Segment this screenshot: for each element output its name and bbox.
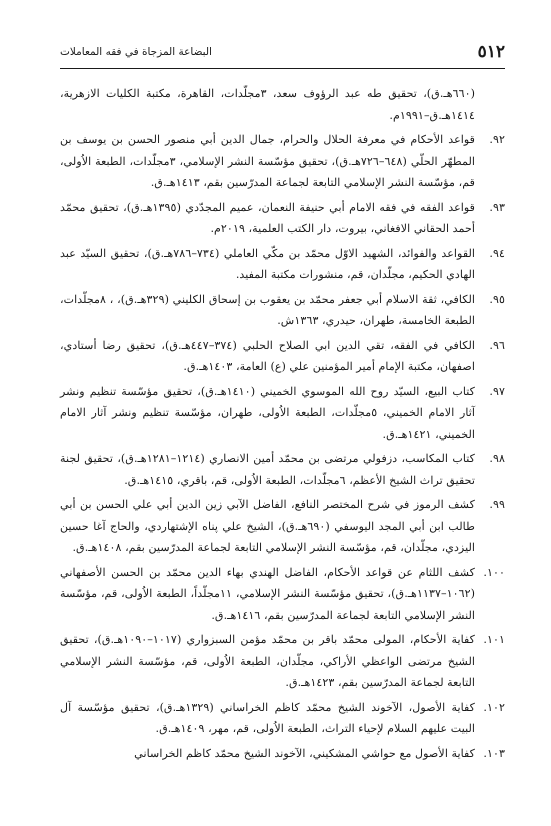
entry-text: كتاب البيع، السيّد روح الله الموسوي الخميني (١٤١٠هـ.ق)، تحقيق مؤسّسة تنظيم ونشر آثار الامام الخميني، ٥مجلّدات، الطبعة الاُولى، طهران، مؤسّسة تنظيم ونشر آثار الامام الخميني، ١٤٢١هـ.ق.	[60, 384, 475, 441]
entry-text: القواعد والفوائد، الشهيد الاوّل محمّد بن مكّي العاملي (٧٣٤–٧٨٦هـ.ق)، تحقيق السيّد عبد الهادي الحكيم، مجلّدان، قم، منشورات مكتبة المفيد.	[60, 246, 476, 281]
bibliography-entry	[60, 335, 505, 378]
entry-number: ٩٩.	[489, 498, 505, 511]
bibliography-entry	[60, 243, 505, 286]
entry-text: كفاية الأصول مع حواشي المشكيني، الآخوند الشيخ محمّد كاظم الخراساني	[134, 746, 475, 760]
bibliography-entry	[60, 448, 505, 491]
entry-number: ٩٧.	[489, 384, 505, 398]
bibliography-entry	[60, 743, 505, 765]
entry-number: ٩٤.	[489, 246, 505, 260]
entry-number: ٩٢.	[489, 133, 505, 146]
bibliography-entry	[60, 197, 505, 240]
entry-number: ١٠٠.	[483, 565, 505, 579]
entry-number: ٩٦.	[489, 338, 505, 352]
entry-number: ١٠٣.	[483, 746, 505, 760]
entry-number: ١٠١.	[483, 633, 505, 646]
entry-text: كفاية الأحكام، المولى محمّد باقر بن محمّد مؤمن السبزواري (١٠١٧–١٠٩٠هـ.ق)، تحقيق الشيخ مرتضى الواعظي الأراكي، مجلّدان، الطبعة الاُولى، قم، مؤسّسة النشر الإسلامي التابعة لجماعة المدرّسين بقم، ١٤٢٣هـ.ق.	[60, 633, 475, 689]
entry-text: كتاب المكاسب، دزفولي مرتضى بن محمّد أمين الانصاري (١٢١٤–١٢٨١هـ.ق)، تحقيق لجنة تحقيق تراث الشيخ الأعظم، ٦مجلّدات، الطبعة الاُولى، قم، باقري، ١٤١٥هـ.ق.	[60, 452, 475, 487]
entry-text: (٦٦٠هـ.ق)، تحقيق طه عبد الرؤوف سعد، ٣مجلّدات، القاهرة، مكتبة الكليات الازهرية، ١٤١٤هـ.ق–١٩٩١م.	[60, 87, 475, 122]
entry-number: ٩٣.	[489, 200, 505, 214]
bibliography-entry	[60, 697, 505, 740]
entry-number: ٩٥.	[489, 292, 505, 306]
entry-number: ١٠٢.	[483, 700, 505, 714]
bibliography-list	[60, 83, 505, 764]
entry-text: الكافي في الفقه، تقي الدين ابي الصلاح الحلبي (٣٧٤–٤٤٧هـ.ق)، تحقيق رضا أستادي، اصفهان، مكتبة الإمام أمير المؤمنين علي (ع) العامة، ١٤٠٣هـ.ق.	[60, 338, 475, 373]
entry-text: قواعد الفقه في فقه الامام أبي حنيفة النعمان، عميم المجدّدي (١٣٩٥هـ.ق)، تحقيق محمّد أحمد الحقاني الافغاني، بيروت، دار الكتب العلمية، ٢٠١٩م.	[60, 200, 475, 235]
bibliography-entry	[60, 129, 505, 194]
entry-text: كشف اللثام عن قواعد الأحكام، الفاضل الهندي بهاء الدين محمّد بن الحسن الأصفهاني (١٠٦٢–١١٣٧هـ.ق)، تحقيق مؤسّسة النشر الإسلامي، ١١مجلّداً، الطبعة الاُولى، قم، مؤسّسة النشر الإسلامي التابعة لجماعة المدرّسين بقم، ١٤١٦هـ.ق.	[60, 565, 475, 622]
page-header	[60, 40, 505, 69]
running-title: البضاعة المزجاة في فقه المعاملات	[60, 46, 212, 58]
bibliography-entry	[60, 381, 505, 446]
document-page	[60, 40, 505, 800]
bibliography-entry	[60, 83, 505, 126]
bibliography-entry	[60, 494, 505, 559]
bibliography-entry	[60, 289, 505, 332]
page-number: ٥١٢	[477, 42, 505, 62]
entry-text: قواعد الأحكام في معرفة الحلال والحرام، جمال الدين أبي منصور الحسن بن يوسف بن المطهّر الحلّي (٦٤٨–٧٢٦هـ.ق)، تحقيق مؤسّسة النشر الإسلامي، ٣مجلّدات، الطبعة الاُولى، قم، مؤسّسة النشر الإسلامي التابعة لجماعة المدرّسين بقم، ١٤١٣هـ.ق.	[60, 133, 475, 189]
bibliography-entry	[60, 629, 505, 694]
entry-number: ٩٨.	[489, 452, 505, 465]
bibliography-entry	[60, 562, 505, 627]
entry-text: الكافي، ثقة الاسلام أبي جعفر محمّد بن يعقوب بن إسحاق الكليني (٣٢٩هـ.ق)، ، ٨مجلّدات، الطبعة الخامسة، طهران، حيدري، ١٣٦٣ش.	[60, 292, 475, 327]
entry-text: كشف الرموز في شرح المختصر النافع، الفاضل الآبي زين الدين أبي علي الحسن بن أبي طالب ابن أبي المجد اليوسفي (٦٩٠هـ.ق)، الشيخ علي پناه الإشتهاردي، والحاج آغا حسين اليزدي، مجلّدان، قم، مؤسّسة النشر الإسلامي التابعة لجماعة المدرّسين بقم، ١٤٠٨هـ.ق.	[60, 498, 475, 554]
entry-text: كفاية الأصول، الآخوند الشيخ محمّد كاظم الخراساني (١٣٢٩هـ.ق)، تحقيق مؤسّسة آل البيت عليهم السلام لإحياء التراث، الطبعة الاُولى، قم، مهر، ١٤٠٩هـ.ق.	[60, 700, 475, 735]
